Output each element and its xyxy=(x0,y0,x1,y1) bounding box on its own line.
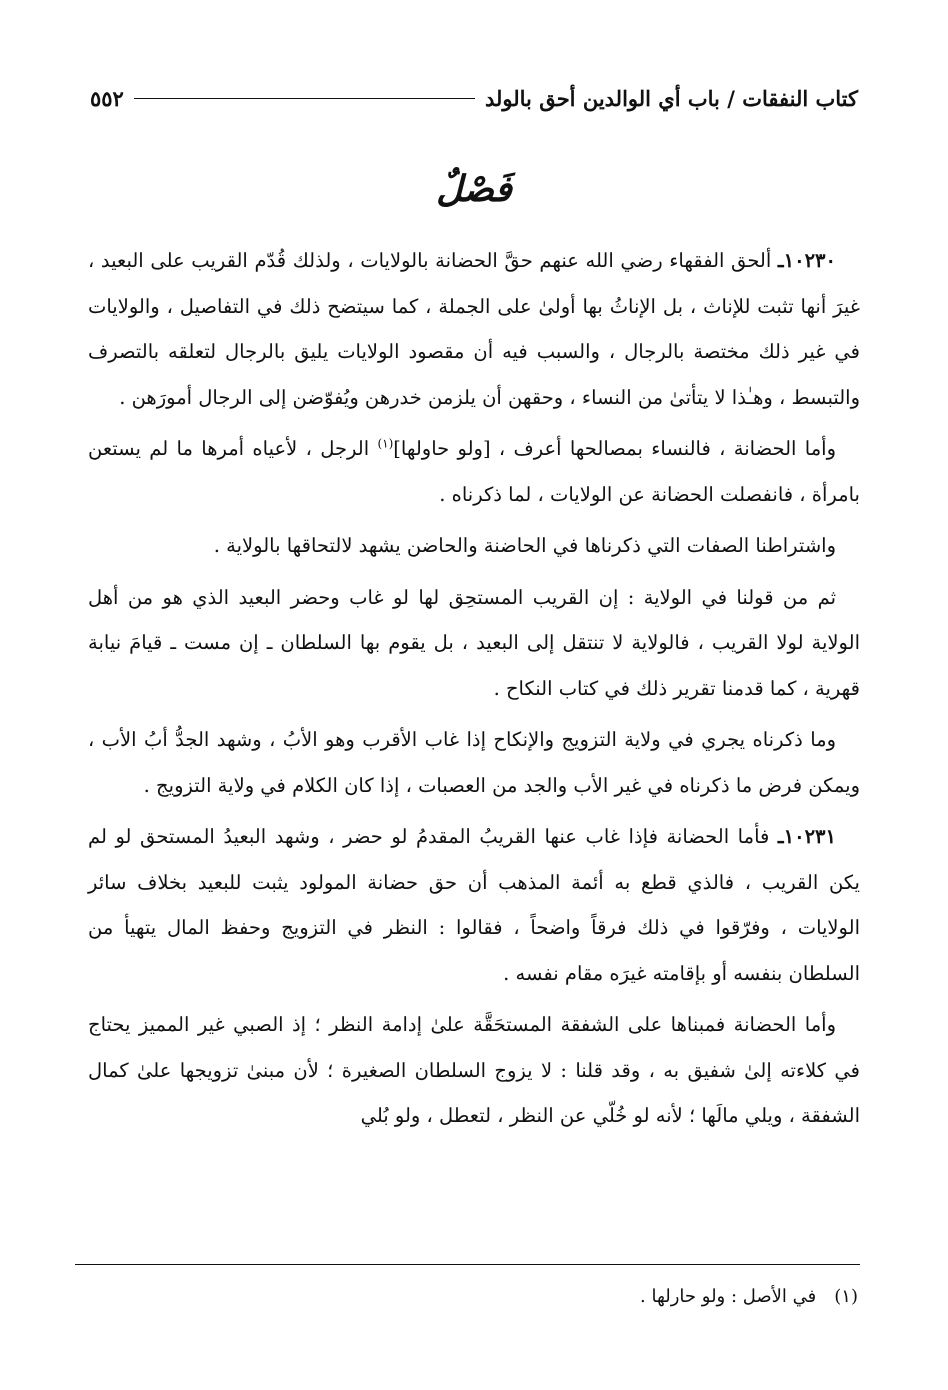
paragraph-3 xyxy=(88,523,860,569)
footnote-marker: (١) xyxy=(834,1286,858,1307)
section-heading: فَصْلٌ xyxy=(436,168,512,210)
running-header xyxy=(90,80,858,116)
header-title: كتاب النفقات / باب أي الوالدين أحق بالولد xyxy=(484,85,858,111)
paragraph-text: ثم من قولنا في الولاية : إن القريب المستحِق لها لو غاب وحضر البعيد الذي هو من أهل الولاية لولا القريب ، فالولاية لا تنتقل إلى البعيد ، بل يقوم بها السلطان ـ إن مست ـ قيامَ نيابة قهرية ، كما قدمنا تقرير ذلك في كتاب النكاح . xyxy=(88,585,860,700)
header-rule xyxy=(134,98,475,99)
paragraph-text: فأما الحضانة فإذا غاب عنها القريبُ المقدمُ لو حضر ، وشهد البعيدُ المستحق لو لم يكن القريب ، فالذي قطع به أئمة المذهب أن حق حضانة المولود يثبت للبعيد بخلاف سائر الولايات ، وفرّقوا في ذلك فرقاً واضحاً ، فقالوا : النظر في التزويج وحفظ المال يتهيأ من السلطان بنفسه أو بإقامته غيرَه مقام نفسه . xyxy=(88,825,860,985)
footnote-divider xyxy=(75,1264,860,1265)
paragraph-6 xyxy=(88,814,860,996)
paragraph-7 xyxy=(88,1002,860,1139)
paragraph-number: ١٠٢٣٠ـ xyxy=(777,249,836,272)
footnote xyxy=(90,1282,858,1312)
paragraph-text: وأما الحضانة ، فالنساء بمصالحها أعرف ، [ولو حاولها] xyxy=(393,437,836,460)
paragraph-text: وما ذكرناه يجري في ولاية التزويج والإنكاح إذا غاب الأقرب وهو الأبُ ، وشهد الجدُّ أبُ الأب ، ويمكن فرض ما ذكرناه في غير الأب والجد من العصبات ، إذا كان الكلام في ولاية التزويج . xyxy=(88,728,860,797)
paragraph-text: ألحق الفقهاء رضي الله عنهم حقَّ الحضانة بالولايات ، ولذلك قُدّم القريب على البعيد ، غيرَ أنها تثبت للإناث ، بل الإناثُ بها أولىٰ على الجملة ، كما سيتضح ذلك في التفاصيل ، والولايات في غير ذلك مختصة بالرجال ، والسبب فيه أن مقصود الولايات يليق بالرجال لتعلقه بالتصرف والتبسط ، وهـٰذا لا يتأتىٰ من النساء ، وحقهن أن يلزمن خدرهن ويُفوّضن إلى الرجال أمورَهن . xyxy=(88,249,860,409)
footnote-reference: (١) xyxy=(377,436,394,451)
paragraph-2 xyxy=(88,426,860,517)
paragraph-text: واشتراطنا الصفات التي ذكرناها في الحاضنة والحاضن يشهد لالتحاقها بالولاية . xyxy=(213,534,836,557)
paragraph-text: الرجل ، لأعياه أمرها ما لم يستعن بامرأة ، فانفصلت الحضانة عن الولايات ، لما ذكرناه . xyxy=(88,437,860,506)
page-number: ٥٥٢ xyxy=(90,85,124,111)
footnote-text: في الأصل : ولو حارلها . xyxy=(640,1286,817,1307)
paragraph-4 xyxy=(88,575,860,712)
body-text xyxy=(88,238,860,1145)
paragraph-text: وأما الحضانة فمبناها على الشفقة المستحَقَّة علىٰ إدامة النظر ؛ إذ الصبي غير المميز يحتاج في كلاءته إلىٰ شفيق به ، وقد قلنا : لا يزوج السلطان الصغيرة ؛ لأن مبنىٰ تزويجها علىٰ كمال الشفقة ، ويلي مالَها ؛ لأنه لو خُلّي عن النظر ، لتعطل ، ولو بُلي xyxy=(88,1013,860,1127)
paragraph-1 xyxy=(88,238,860,420)
paragraph-number: ١٠٢٣١ـ xyxy=(777,825,836,848)
paragraph-5 xyxy=(88,717,860,808)
